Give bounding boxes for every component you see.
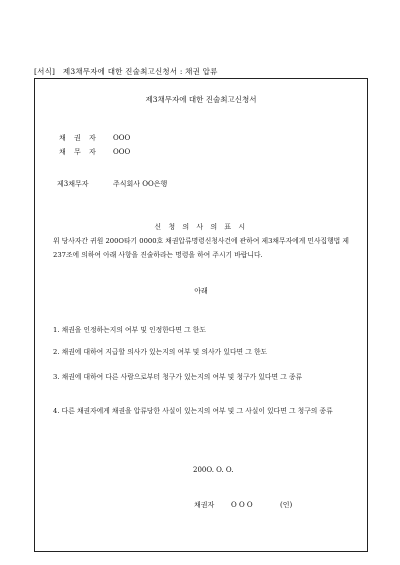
third-debtor-label: 제3채무자	[57, 180, 89, 188]
creditor-value: OOO	[113, 134, 131, 142]
list-item: 4. 다른 채권자에게 채권을 압류당한 사실이 있는지의 여부 및 그 사실이 있다면 그 청구의 종류	[53, 407, 333, 415]
form-date: 200O. O. O.	[193, 466, 234, 474]
form-title: 제3채무자에 대한 진술최고신청서	[145, 95, 257, 104]
form-header-title: 제3채무자에 대한 진술최고신청서 : 채권 압류	[62, 67, 218, 76]
seal-mark: (인)	[280, 501, 293, 509]
request-heading: 신 청 의 사 의 표 시	[154, 223, 248, 231]
form-header	[34, 66, 218, 77]
list-item: 3. 채권에 대하여 다른 사람으로부터 청구가 있는지의 여부 및 청구가 있다면 그 종류	[53, 373, 303, 381]
form-box	[34, 78, 368, 552]
request-paragraph: 위 당사자간 귀원 200O타기 0000호 채권압류명령신청사건에 관하여 제3채무자에게 민사집행법 제237조에 의하여 아래 사항을 진술하라는 명령을 하여 주시기 바랍니다.	[53, 237, 349, 259]
list-item: 1. 채권을 인정하는지의 여부 및 인정한다면 그 한도	[53, 326, 206, 334]
signature-name: O O O	[231, 501, 253, 509]
third-debtor-value: 주식회사 OO은행	[113, 180, 168, 188]
list-item: 2. 채권에 대하여 지급할 의사가 있는지의 여부 및 의사가 있다면 그 한도	[53, 348, 268, 356]
debtor-value: OOO	[113, 148, 131, 156]
debtor-label: 채 무 자	[59, 148, 99, 156]
below-label: 아래	[194, 287, 208, 295]
signature-label: 채권자	[194, 501, 215, 509]
form-tag: [서식]	[34, 67, 56, 76]
creditor-label: 채 권 자	[59, 134, 99, 142]
